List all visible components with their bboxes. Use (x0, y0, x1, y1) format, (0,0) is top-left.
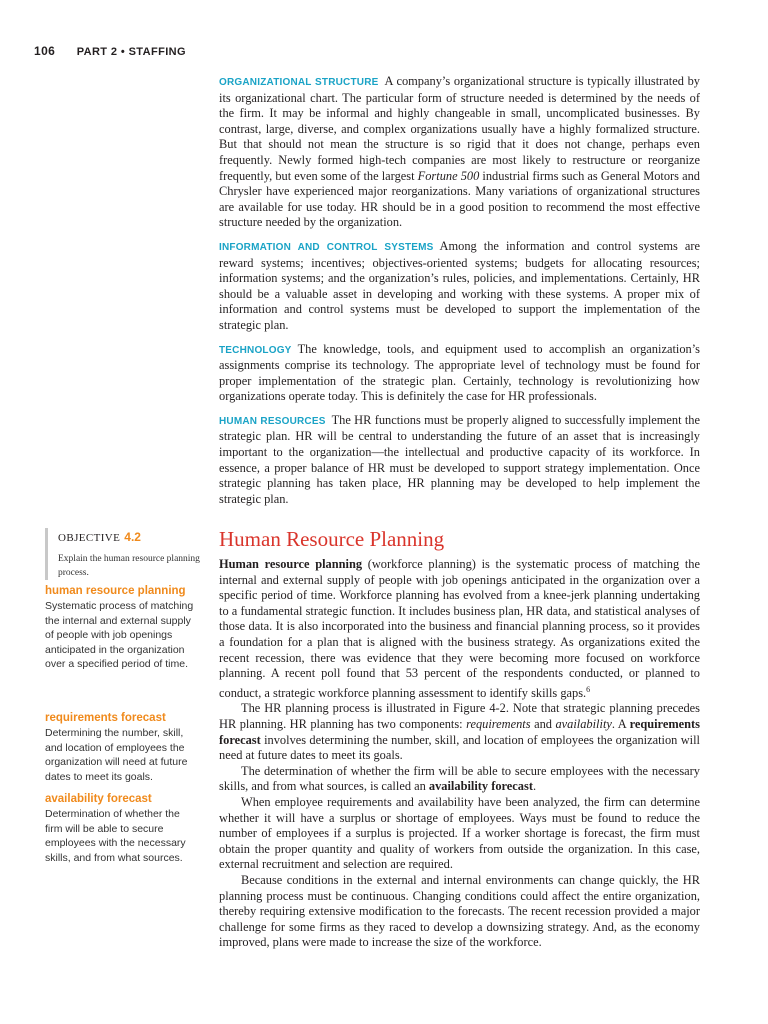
paragraph (219, 557, 700, 701)
glossary-definition: Determining the number, skill, and location of employees the organization will need at future dates to meet its goals. (45, 727, 188, 783)
objective-text: Explain the human resource planning process. (58, 554, 200, 578)
objective-box (45, 528, 208, 580)
page-number: 106 (34, 44, 56, 58)
objective-label: OBJECTIVE (58, 532, 121, 544)
italic-text: Fortune 500 (417, 168, 480, 183)
glossary-entry (45, 585, 195, 672)
glossary-term: human resource planning (45, 585, 186, 597)
strategy-sections (219, 74, 700, 515)
bold-term: Human resource planning (219, 557, 363, 571)
section-text: The HR functions must be properly aligned to successfully implement the strategic plan. HR will be central to understanding the future of an asset that is increasingly important to the organization—the intellectual and productive capacity of its workforce. In essence, a proper balance of HR must be developed to support strategy implementation. Once strategic planning has taken place, HR planning may be developed to help implement the strategic plan. (219, 412, 700, 506)
footnote-ref: 6 (586, 684, 591, 694)
paragraph-text: and (530, 717, 556, 732)
glossary-entry (45, 712, 195, 784)
paragraph-text: involves determining the number, skill, and location of employees the organization will need at future dates to meet its goals. (219, 732, 700, 763)
paragraph-text: . (532, 779, 537, 794)
bold-term: availability forecast (428, 779, 533, 794)
running-header (34, 44, 186, 58)
paragraph-text: The HR planning process is illustrated in Figure 4-2. Note that strategic planning precedes HR planning. HR planning has two components: (219, 701, 700, 732)
section-organizational-structure (219, 74, 700, 231)
bold-term: requirements forecast (219, 717, 700, 747)
section-main-heading: Human Resource Planning (219, 527, 445, 551)
section-text: industrial firms such as General Motors and Chrysler have experienced major reorganizations. Many variations of organizational structures are available for use today. HR should be in a good position to recommend the most effective structure needed by the organization. (219, 168, 700, 230)
section-text: Among the information and control systems are reward systems; incentives; objectives-oriented systems; budgets for allocating resources; information systems; and the organization’s rules, policies, and implementations. Certainly, HR should be a valuable asset in developing and working with these systems. A proper mix of information and control systems must be developed to support the implementation of the strategic plan. (219, 238, 701, 332)
paragraph-text: . A (611, 717, 630, 732)
paragraph (219, 701, 700, 763)
paragraph: When employee requirements and availability have been analyzed, the firm can determine whether it will have a surplus or shortage of employees. Ways must be found to reduce the number of employees if a surplus is projected. If a worker shortage is forecast, the firm must obtain the proper quantity and quality of workers from outside the organization. In this case, external recruitment and selection are required. (219, 795, 700, 872)
paragraph-text: (workforce planning) is the systematic process of matching the internal and external supply of people with job openings anticipated in the organization over a specific period of time. Workforce planning has evolved from a knee-jerk planning undertaking to a fundamental strategic function. It includes business plan, HR data, and statistical analyses of those data. It is also incorporated into the business and financial planning process, so it provides a foundation for a plan that is aligned with the business strategy. As organizations exited the recent recession, there was evidence that they were becoming more focused on workforce planning. A recent poll found that 53 percent of the respondents conducted, or planned to conduct, a strategic workforce planning assessment to identify skills gaps. (219, 557, 700, 700)
paragraph (219, 764, 700, 795)
glossary-entry (45, 793, 195, 865)
section-heading: INFORMATION AND CONTROL SYSTEMS (219, 241, 434, 253)
hr-planning-section (219, 527, 700, 951)
section-human-resources (219, 413, 700, 508)
section-heading: TECHNOLOGY (219, 344, 292, 356)
section-title: PART 2 • STAFFING (76, 46, 186, 58)
paragraph-text: The determination of whether the firm will be able to secure employees with the necessary skills, and from what sources, is called an (219, 763, 700, 794)
glossary-definition: Systematic process of matching the internal and external supply of people with job openings anticipated in the organization over a specified period of time. (45, 600, 194, 670)
glossary-term: requirements forecast (45, 712, 166, 724)
section-text: The knowledge, tools, and equipment used to accomplish an organization’s assignments comprise its technology. The appropriate level of technology must be found for proper implementation of the strategic plan. Certainly, technology is revolutionizing how organizations operate today. This is definitely the case for HR professionals. (219, 341, 700, 404)
italic-text: requirements (466, 717, 531, 732)
section-information-control (219, 239, 700, 334)
objective-number: 4.2 (124, 530, 141, 544)
section-technology (219, 342, 700, 405)
italic-text: availability (555, 717, 612, 732)
glossary-definition: Determination of whether the firm will be able to secure employees with the necessary skills, and from what sources. (45, 808, 186, 864)
section-heading: HUMAN RESOURCES (219, 415, 326, 427)
glossary-term: availability forecast (45, 793, 152, 805)
paragraph: Because conditions in the external and internal environments can change quickly, the HR planning process must be continuous. Changing conditions could affect the entire organization, thereby requiring extensive modification to the forecasts. The recent recession provided a major challenge for some firms as they raced to develop a downsizing strategy. And, as the economy improved, plans were made to increase the size of the workforce. (219, 873, 700, 950)
section-heading: ORGANIZATIONAL STRUCTURE (219, 77, 379, 88)
section-text: A company’s organizational structure is typically illustrated by its organizational chart. The particular form of structure needed is determined by the needs of the firm. It may be informal and highly changeable in small, uncomplicated businesses. By contrast, large, diverse, and complex organizations usually have a highly formalized structure. But that should not mean the structure is so rigid that it does not change, perhaps even frequently. Newly formed high-tech companies are most likely to restructure or reorganize frequently, but even some of the largest (219, 74, 701, 183)
